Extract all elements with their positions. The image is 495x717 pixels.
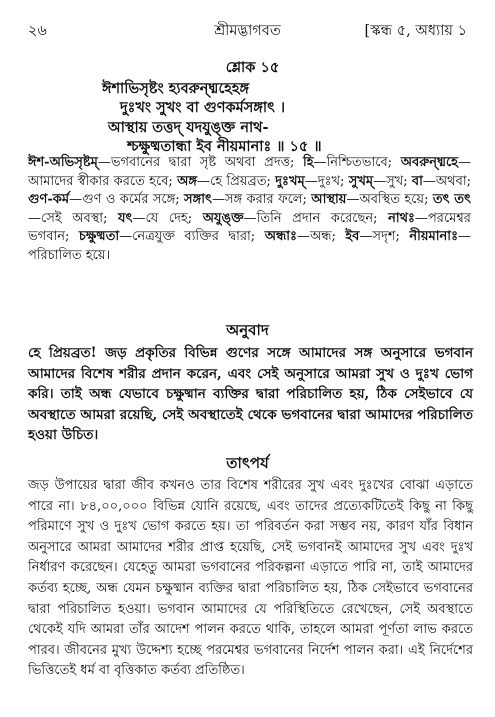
synonym-word: গুণ-কর্ম	[28, 192, 70, 208]
synonym-meaning: নিশ্চিতভাবে;	[326, 155, 393, 170]
synonym-meaning: সঙ্গ করার ফলে;	[224, 192, 307, 208]
translation-text: হে প্রিয়ব্রত! জড় প্রকৃতির বিভিন্ন গুণের সঙ্গে আমাদের সঙ্গ অনুসারে ভগবান আমাদের বিশেষ শরীর প্রদান করেন, এবং সেই অনুসারে আমরা সুখ ও দুঃখ ভোগ করি। তাই অন্ধ যেভাবে চক্ষুষ্মান ব্যক্তির দ্বারা পরিচালিত হয়, ঠিক সেইভাবে যে অবস্থাতে আমরা রয়েছি, সেই অবস্থাতেই থেকে ভগবানের দ্বারা আমাদের পরিচালিত হওয়া উচিত।	[28, 345, 473, 443]
page-number: ২৬	[28, 23, 47, 39]
synonym-meaning: হে প্রিয়ব্রত;	[210, 173, 271, 189]
synonym-meaning: নেত্রযুক্ত ব্যক্তির দ্বারা;	[132, 229, 256, 245]
synonym-meaning: পরিচালিত হয়ে।	[28, 247, 111, 263]
synonym-word: বা	[411, 173, 423, 189]
synonym-word: দুঃখম্	[275, 173, 305, 189]
synonym-meaning: গুণ ও কর্মের সঙ্গে;	[82, 192, 180, 208]
synonym-meaning: সদৃশ;	[372, 229, 400, 245]
verse-line: শ্চক্ষুষ্মতান্ধা ইব নীয়মানাঃ ॥ ১৫ ॥	[127, 138, 322, 155]
synonym-word: সঙ্গাৎ	[184, 192, 212, 208]
translation-heading: অনুবাদ	[226, 321, 269, 339]
synonym-word: আস্থায়	[311, 192, 347, 208]
synonym-meaning: অন্ধ;	[309, 229, 336, 245]
purport-text: জড় উপায়ের দ্বারা জীব কখনও তার বিশেষ শরীরের সুখ এবং দুঃখের বোঝা এড়াতে পারে না। ৮৪,০০,০০০ বিভিন্ন যোনি রয়েছে, এবং তাদের প্রত্যেকটিতেই কিছু না কিছু পরিমাণে সুখ ও দুঃখ ভোগ করতে হয়। তা পরিবর্তন করা সম্ভব নয়, কারণ যাঁর বিধান অনুসারে আমরা আমাদের শরীর প্রাপ্ত হয়েছি, সেই ভগবানই আমাদের সুখ এবং দুঃখ নির্ধারণ করেছেন। যেহেতু আমরা ভগবানের পরিকল্পনা এড়াতে পারি না, তাই আমাদের কর্তব্য হচ্ছে, অন্ধ যেমন চক্ষুষ্মান ব্যক্তির দ্বারা পরিচালিত হয়, ঠিক সেইভাবে ভগবানের দ্বারা পরিচালিত হওয়া। ভগবান আমাদের যে পরিস্থিতিতে রেখেছেন, সেই অবস্থাতে থেকেই যদি আমরা তাঁর আদেশ পালন করতে থাকি, তাহলে আমরা পূর্ণতা লাভ করতে পারব। জীবনের মুখ্য উদ্দেশ্য হচ্ছে পরমেশ্বর ভগবানের নির্দেশ পালন করা। এই নির্দেশের ভিত্তিতেই ধর্ম বা বৃত্তিকাত কর্তব্য প্রতিষ্ঠিত।	[28, 478, 473, 679]
synonym-meaning: যে দেহ;	[145, 210, 193, 226]
synonym-meaning: তিনি প্রদান করেছেন;	[256, 210, 378, 226]
running-section: [স্কন্ধ ৫, অধ্যায় ১	[364, 23, 467, 39]
synonym-word: অঙ্গ	[177, 173, 198, 189]
synonym-meaning: অবস্থিত হয়ে;	[359, 192, 429, 208]
synonym-meaning: পরমেশ্বর ভগবান;	[28, 210, 471, 245]
synonym-meaning: আমাদের স্বীকার করতে হবে;	[28, 173, 173, 189]
synonym-word: নীয়মানাঃ	[409, 229, 459, 245]
verse-line: আস্থায় তত্তদ্ যদযুঙ্ক্ত নাথ-	[108, 118, 269, 136]
synonym-word: অবরুন্ধ্মহে	[400, 155, 458, 170]
verse-title: শ্লোক ১৫	[225, 59, 280, 76]
sanskrit-verse	[40, 58, 465, 157]
synonym-word: নাথঃ	[388, 210, 415, 226]
synonym-meaning: সেই অবস্থা;	[41, 210, 108, 226]
page-header	[28, 20, 467, 44]
synonym-word: ঈশ-অভিসৃষ্টম্	[28, 155, 98, 170]
synonym-word: ইব	[345, 229, 360, 245]
synonym-word: চক্ষুষ্মতা	[78, 229, 120, 245]
purport-heading: তাৎপর্য	[226, 454, 269, 472]
synonym-word: হি	[302, 155, 314, 170]
synonym-word: তৎ তৎ	[432, 192, 472, 208]
synonym-meaning: ভগবানের দ্বারা সৃষ্ট অথবা প্রদত্ত;	[110, 155, 295, 170]
verse-line: ঈশাভিসৃষ্টং হ্যবরুন্ধ্মহেহঙ্গ	[102, 79, 250, 97]
synonym-word: অযুঙ্ক্ত	[202, 210, 244, 226]
word-synonyms: ঈশ-অভিসৃষ্টম্—ভগবানের দ্বারা সৃষ্ট অথবা প্রদত্ত; হি—নিশ্চিতভাবে; অবরুন্ধ্মহে—আমাদের স্বীকার করতে হবে; অঙ্গ—হে প্রিয়ব্রত; দুঃখম্—দুঃখ; সুখম্—সুখ; বা—অথবা; গুণ-কর্ম—গুণ ও কর্মের সঙ্গে; সঙ্গাৎ—সঙ্গ করার ফলে; আস্থায়—অবস্থিত হয়ে; তৎ তৎ—সেই অবস্থা; যৎ—যে দেহ; অযুঙ্ক্ত—তিনি প্রদান করেছেন; নাথঃ—পরমেশ্বর ভগবান; চক্ষুষ্মতা—নেত্রযুক্ত ব্যক্তির দ্বারা; অন্ধাঃ—অন্ধ; ইব—সদৃশ; নীয়মানাঃ—পরিচালিত হয়ে।	[28, 155, 472, 263]
verse-line: দুঃখং সুখং বা গুণকর্মসঙ্গাৎ ।	[120, 99, 286, 116]
synonym-meaning: সুখ;	[386, 173, 408, 189]
synonym-meaning: অথবা;	[435, 173, 471, 189]
synonym-word: অন্ধাঃ	[264, 229, 297, 245]
synonym-meaning: দুঃখ;	[317, 173, 345, 189]
running-book-title: শ্রীমদ্ভাগবত	[214, 23, 281, 39]
synonym-word: সুখম্	[348, 173, 374, 189]
synonym-word: যৎ	[118, 210, 133, 226]
